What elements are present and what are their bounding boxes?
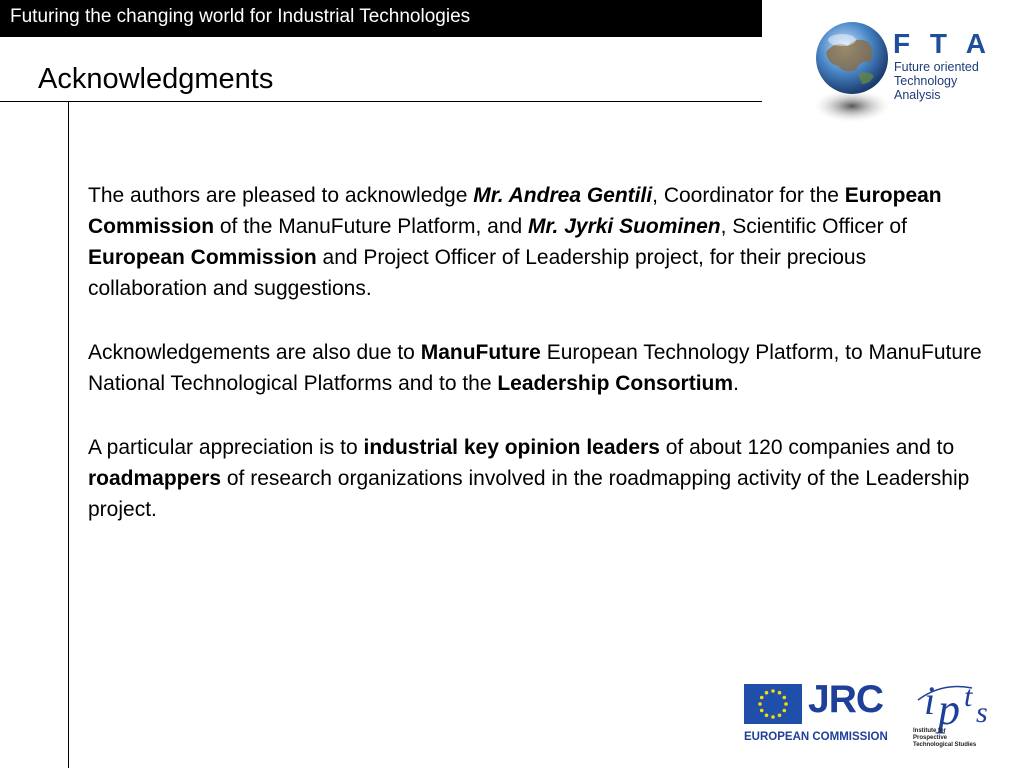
fta-logo-subtitle: Future oriented Technology Analysis — [894, 60, 979, 102]
header-banner: Futuring the changing world for Industrial Technologies — [0, 0, 762, 37]
european-commission-label: EUROPEAN COMMISSION — [744, 731, 888, 743]
paragraph-1: The authors are pleased to acknowledge Mr. Andrea Gentili, Coordinator for the European Commission of the ManuFuture Platform, and Mr. Jyrki Suominen, Scientific Officer of European Commission and Project Officer of Leadership project, for their precious collaboration and suggestions. — [88, 184, 942, 300]
paragraph-3: A particular appreciation is to industrial key opinion leaders of about 120 companies and to roadmappers of research organizations involved in the roadmapping activity of the Leadership project. — [88, 436, 970, 521]
svg-text:i: i — [924, 678, 936, 723]
acknowledgments-body — [88, 180, 983, 558]
svg-text:p: p — [938, 685, 960, 734]
svg-text:s: s — [976, 696, 988, 729]
jrc-logo-text: JRC — [808, 678, 884, 721]
ipts-logo-subtitle: Institute for Prospective Technological Studies — [913, 728, 977, 748]
slide-title: Acknowledgments — [38, 63, 274, 95]
paragraph-2: Acknowledgements are also due to ManuFuture European Technology Platform, to ManuFuture National Technological Platforms and to the Leadership Consortium. — [88, 341, 982, 395]
eu-flag-icon — [744, 684, 802, 724]
fta-logo-letters: F T A — [893, 28, 992, 59]
left-margin-rule — [68, 101, 69, 768]
header-divider — [0, 101, 762, 102]
svg-text:t: t — [964, 680, 973, 713]
